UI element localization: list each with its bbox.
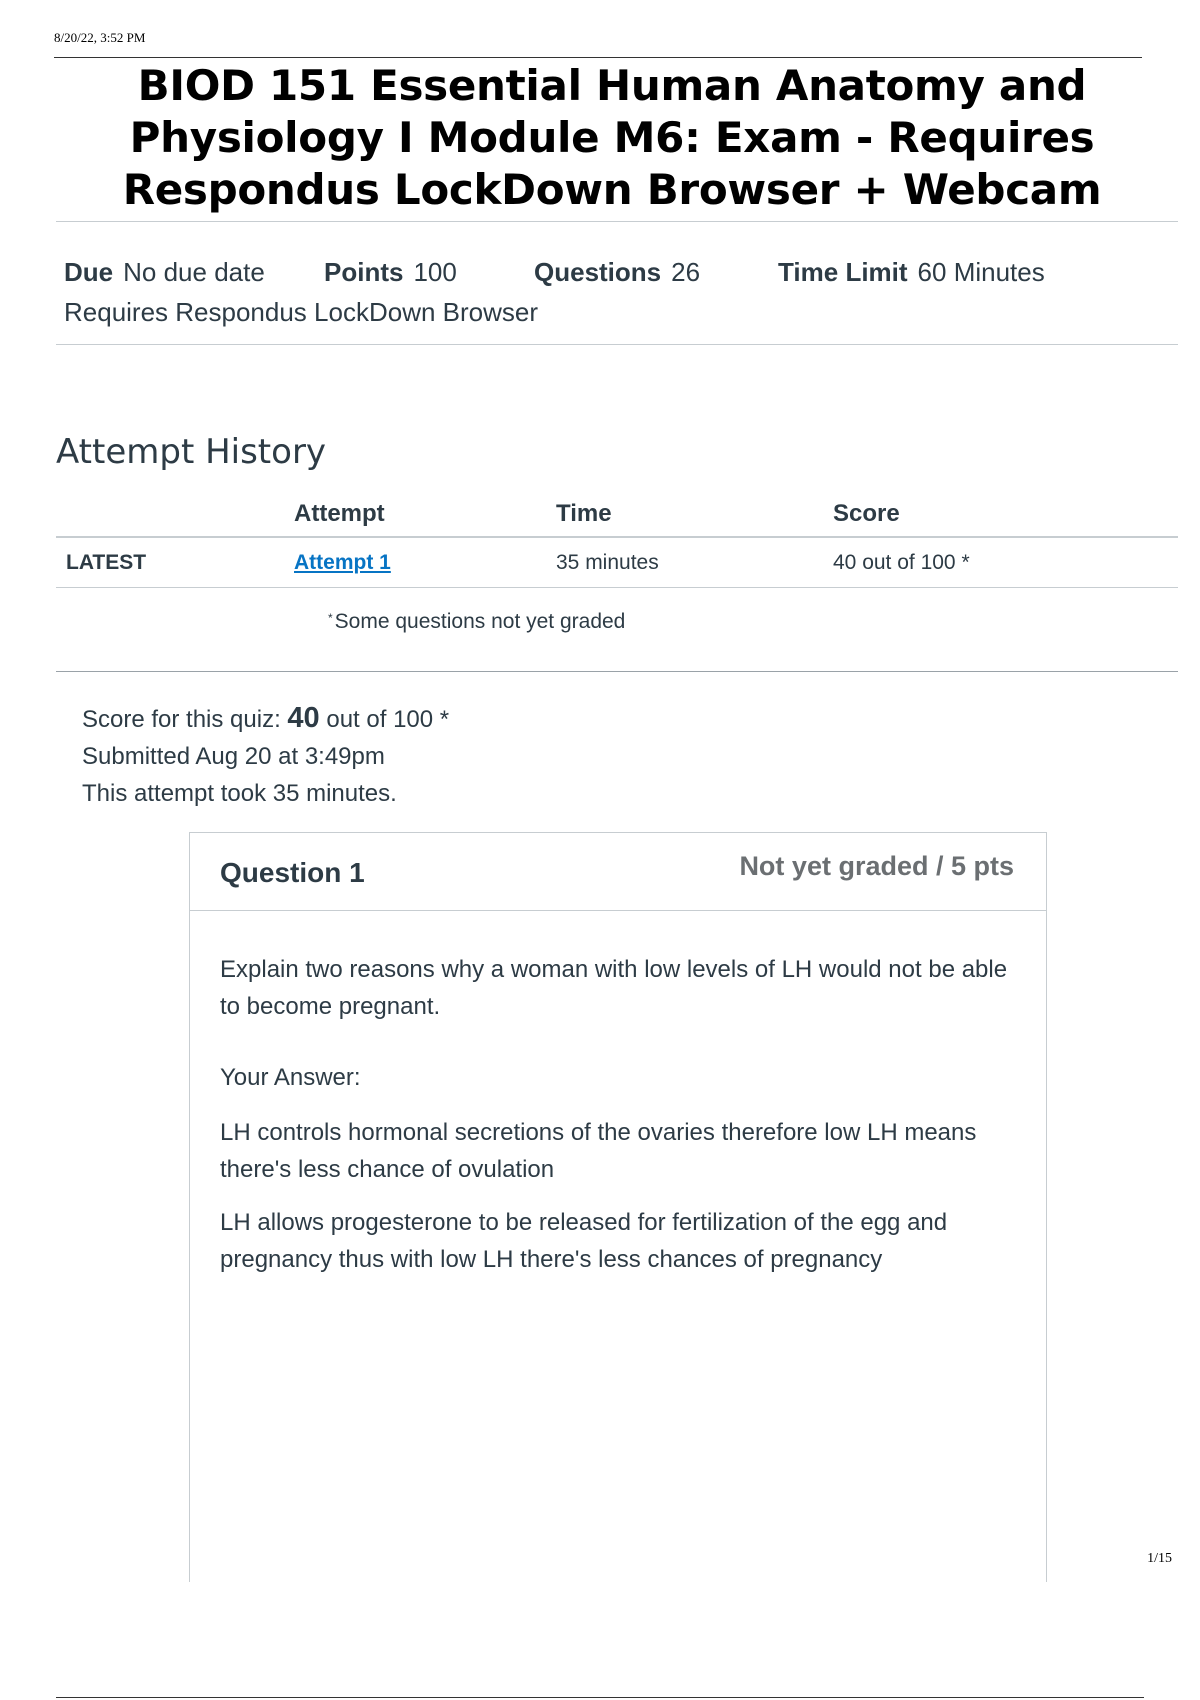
attempt-1-link[interactable]: Attempt 1 xyxy=(294,551,391,574)
footer-divider xyxy=(56,1697,1144,1698)
score-suffix: out of 100 * xyxy=(326,706,450,733)
score-prefix: Score for this quiz: xyxy=(82,706,281,733)
history-divider xyxy=(56,671,1178,672)
due-label: Due xyxy=(64,256,114,287)
points-value: 100 xyxy=(413,256,457,287)
page-title: BIOD 151 Essential Human Anatomy and Physiology I Module M6: Exam - Requires Respondus LockDown Browser + Webcam xyxy=(122,61,1102,214)
questions-label: Questions xyxy=(534,256,662,287)
meta-divider xyxy=(56,344,1178,345)
table-header-divider xyxy=(56,536,1178,538)
meta-due xyxy=(64,257,292,288)
page-number: 1/15 xyxy=(1147,1551,1172,1566)
points-label: Points xyxy=(324,256,404,287)
submitted-line: Submitted Aug 20 at 3:49pm xyxy=(82,743,385,770)
col-header-score: Score xyxy=(833,500,900,527)
question-card xyxy=(189,832,1047,1582)
questions-value: 26 xyxy=(671,256,701,287)
print-datetime: 8/20/22, 3:52 PM xyxy=(54,30,146,45)
question-body xyxy=(190,911,1046,1278)
time-limit-label: Time Limit xyxy=(778,256,908,287)
note-text: Some questions not yet graded xyxy=(334,610,626,633)
answer-paragraph: LH allows progesterone to be released for fertilization of the egg and pregnancy thus with low LH there's less chances of pregnancy xyxy=(220,1209,948,1273)
score-line xyxy=(82,700,449,738)
meta-time-limit xyxy=(778,257,1045,288)
ungraded-note xyxy=(328,610,625,634)
quiz-summary xyxy=(82,700,449,812)
header-divider xyxy=(54,57,1142,58)
duration-line: This attempt took 35 minutes. xyxy=(82,780,397,807)
title-divider xyxy=(56,221,1178,222)
note-asterisk: * xyxy=(328,611,333,625)
col-header-attempt: Attempt xyxy=(294,500,385,527)
meta-points xyxy=(324,257,534,288)
question-points: Not yet graded / 5 pts xyxy=(739,851,1014,881)
attempt-time: 35 minutes xyxy=(556,551,659,574)
latest-tag: LATEST xyxy=(66,551,147,574)
question-title: Question 1 xyxy=(220,857,365,888)
question-text: Explain two reasons why a woman with low levels of LH would not be able to become pregnant. xyxy=(220,956,1008,1020)
answer-paragraph: LH controls hormonal secretions of the ovaries therefore low LH means there's less chance of ovulation xyxy=(220,1119,977,1183)
table-row-divider xyxy=(56,587,1178,588)
due-value: No due date xyxy=(123,256,265,287)
attempt-score: 40 out of 100 * xyxy=(833,551,970,574)
time-limit-value: 60 Minutes xyxy=(917,256,1045,287)
col-header-time: Time xyxy=(556,500,612,527)
attempt-history-heading: Attempt History xyxy=(56,432,327,472)
question-header xyxy=(190,833,1046,911)
score-value: 40 xyxy=(287,702,320,734)
quiz-meta xyxy=(64,252,1045,332)
answer-label: Your Answer: xyxy=(220,1064,361,1091)
lockdown-requirement: Requires Respondus LockDown Browser xyxy=(64,296,539,327)
meta-questions xyxy=(534,257,778,288)
